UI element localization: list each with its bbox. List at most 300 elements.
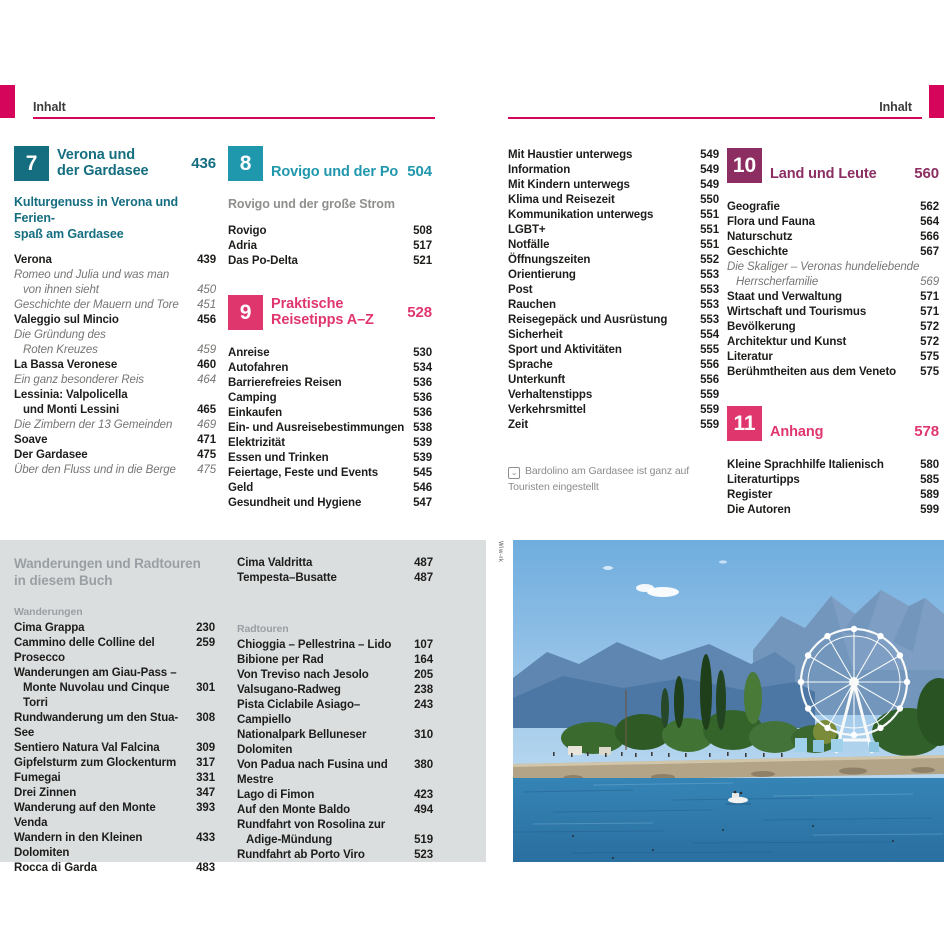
toc-entry-page: 308 bbox=[196, 712, 215, 724]
toc-entry-label: Rocca di Garda bbox=[14, 862, 97, 874]
toc-entry-page: 575 bbox=[920, 351, 939, 363]
toc-entry-label: Geografie bbox=[727, 201, 780, 213]
toc-entry bbox=[237, 638, 433, 653]
tours-overview-box bbox=[0, 540, 486, 874]
toc-entry-label: Information bbox=[508, 164, 571, 176]
chapter-7-toc-list bbox=[14, 253, 216, 478]
toc-entry-label: Gipfelsturm zum Glockenturm bbox=[14, 757, 177, 769]
cypress-tree bbox=[716, 670, 726, 730]
toc-entry-page: 562 bbox=[920, 201, 939, 213]
toc-entry-label: Lessinia: Valpolicella bbox=[14, 389, 128, 401]
tours-box-column-1 bbox=[14, 606, 215, 876]
toc-entry-label: Valeggio sul Mincio bbox=[14, 314, 119, 326]
toc-entry-page: 519 bbox=[414, 834, 433, 846]
tours-box-column-2 bbox=[237, 556, 433, 863]
toc-entry-page: 538 bbox=[413, 422, 432, 434]
tours-box-title bbox=[14, 555, 201, 589]
toc-entry-label: Notfälle bbox=[508, 239, 550, 251]
photo-caption bbox=[508, 463, 719, 495]
toc-entry-page: 530 bbox=[413, 347, 432, 359]
toc-entry-page: 552 bbox=[700, 254, 719, 266]
toc-entry-label: Die Autoren bbox=[727, 504, 791, 516]
photo-caption-marker-icon: ⌄ bbox=[508, 467, 520, 479]
toc-entry bbox=[508, 343, 719, 358]
toc-entry-label: Kommunikation unterwegs bbox=[508, 209, 654, 221]
toc-entry-page: 393 bbox=[196, 802, 215, 814]
toc-entry bbox=[228, 391, 432, 406]
toc-entry-page: 571 bbox=[920, 291, 939, 303]
toc-entry-page: 536 bbox=[413, 407, 432, 419]
toc-entry-label: Sport und Aktivitäten bbox=[508, 344, 622, 356]
toc-entry bbox=[237, 571, 433, 586]
toc-entry-label: Kleine Sprachhilfe Italienisch bbox=[727, 459, 884, 471]
photo-credit: Wiw-rk bbox=[497, 541, 503, 563]
toc-entry-label: Ein- und Ausreisebestimmungen bbox=[228, 422, 405, 434]
toc-entry-label: Öffnungszeiten bbox=[508, 254, 591, 266]
toc-entry-page: 494 bbox=[414, 804, 433, 816]
toc-entry-label: Valsugano-Radweg bbox=[237, 684, 341, 696]
tours-box-title-line: in diesem Buch bbox=[14, 573, 113, 588]
bike-tours-list bbox=[237, 638, 433, 863]
toc-entry bbox=[508, 223, 719, 238]
toc-entry bbox=[727, 260, 939, 275]
toc-entry bbox=[508, 418, 719, 433]
toc-entry-label: Nationalpark Belluneser Dolomiten bbox=[237, 729, 367, 756]
toc-entry-page: 423 bbox=[414, 789, 433, 801]
toc-entry bbox=[508, 193, 719, 208]
toc-entry bbox=[14, 831, 215, 861]
toc-entry bbox=[508, 403, 719, 418]
hikes-list-continued bbox=[237, 556, 433, 586]
toc-entry-label: Romeo und Julia und was man bbox=[14, 269, 170, 281]
toc-entry-page: 589 bbox=[920, 489, 939, 501]
toc-entry-page: 566 bbox=[920, 231, 939, 243]
tours-box-title-line: Wanderungen und Radtouren bbox=[14, 556, 201, 571]
toc-entry-label: Lago di Fimon bbox=[237, 789, 315, 801]
toc-entry-page: 551 bbox=[700, 209, 719, 221]
toc-entry-label: Monte Nuvolau und Cinque Torri bbox=[23, 682, 170, 709]
toc-entry-label: LGBT+ bbox=[508, 224, 546, 236]
toc-entry-page: 553 bbox=[700, 299, 719, 311]
toc-entry-label: Fumegai bbox=[14, 772, 61, 784]
toc-entry-page: 459 bbox=[197, 344, 216, 356]
toc-entry bbox=[228, 466, 432, 481]
left-page-header: Inhalt bbox=[33, 100, 66, 114]
toc-entry-label: Drei Zinnen bbox=[14, 787, 77, 799]
chapter-7-page-number: 436 bbox=[191, 155, 216, 172]
toc-entry bbox=[727, 215, 939, 230]
toc-entry bbox=[14, 403, 216, 418]
toc-entry-page: 301 bbox=[196, 682, 215, 694]
toc-entry bbox=[508, 163, 719, 178]
toc-entry-page: 572 bbox=[920, 336, 939, 348]
toc-entry-label: Geld bbox=[228, 482, 254, 494]
toc-entry bbox=[14, 711, 215, 741]
chapter-10-toc-list bbox=[727, 200, 939, 380]
toc-entry bbox=[727, 245, 939, 260]
toc-entry bbox=[727, 350, 939, 365]
chapter-9-header bbox=[228, 295, 432, 330]
toc-entry bbox=[727, 473, 939, 488]
toc-entry bbox=[508, 388, 719, 403]
toc-entry bbox=[727, 503, 939, 518]
toc-entry bbox=[228, 496, 432, 511]
toc-entry bbox=[14, 636, 215, 666]
toc-entry-page: 553 bbox=[700, 269, 719, 281]
toc-entry bbox=[508, 313, 719, 328]
toc-entry-label: Wanderung auf den Monte Venda bbox=[14, 802, 156, 829]
toc-entry-label: und Monti Lessini bbox=[23, 404, 120, 416]
toc-entry-label: Tempesta–Busatte bbox=[237, 572, 337, 584]
toc-entry-page: 309 bbox=[196, 742, 215, 754]
toc-entry bbox=[14, 448, 216, 463]
chapter-9-toc-list bbox=[228, 346, 432, 511]
right-header-rule bbox=[508, 117, 922, 119]
toc-entry-label: Pista Ciclabile Asiago–Campiello bbox=[237, 699, 361, 726]
toc-entry-page: 317 bbox=[196, 757, 215, 769]
toc-entry-page: 380 bbox=[414, 759, 433, 771]
toc-entry-page: 599 bbox=[920, 504, 939, 516]
toc-entry-page: 464 bbox=[197, 374, 216, 386]
toc-entry-page: 559 bbox=[700, 419, 719, 431]
right-column-1 bbox=[508, 148, 719, 495]
toc-entry bbox=[14, 861, 215, 876]
chapter-10-number-badge: 10 bbox=[727, 148, 762, 183]
toc-entry-label: Mit Kindern unterwegs bbox=[508, 179, 630, 191]
chapter-8-header bbox=[228, 146, 432, 181]
toc-entry bbox=[228, 376, 432, 391]
chapter-title-line: der Gardasee bbox=[57, 162, 149, 179]
toc-entry bbox=[508, 283, 719, 298]
toc-entry-label: Unterkunft bbox=[508, 374, 566, 386]
toc-entry-page: 559 bbox=[700, 389, 719, 401]
toc-entry-label: Flora und Fauna bbox=[727, 216, 815, 228]
toc-entry-label: Die Zimbern der 13 Gemeinden bbox=[14, 419, 173, 431]
bike-tours-subheader: Radtouren bbox=[237, 623, 289, 635]
toc-entry-page: 539 bbox=[413, 437, 432, 449]
toc-entry bbox=[14, 463, 216, 478]
hikes-subheader: Wanderungen bbox=[14, 606, 83, 618]
toc-entry-page: 460 bbox=[197, 359, 216, 371]
chapter-10-page-number: 560 bbox=[914, 165, 939, 182]
toc-entry-page: 551 bbox=[700, 239, 719, 251]
right-page-header: Inhalt bbox=[879, 100, 912, 114]
toc-entry bbox=[14, 373, 216, 388]
toc-entry-page: 238 bbox=[414, 684, 433, 696]
toc-entry bbox=[237, 833, 433, 848]
toc-entry bbox=[14, 741, 215, 756]
toc-entry-page: 465 bbox=[197, 404, 216, 416]
toc-entry-label: Von Padua nach Fusina und Mestre bbox=[237, 759, 388, 786]
left-header-rule bbox=[33, 117, 435, 119]
toc-entry bbox=[727, 275, 939, 290]
toc-entry bbox=[228, 406, 432, 421]
toc-entry-page: 487 bbox=[414, 557, 433, 569]
toc-entry-label: Cima Grappa bbox=[14, 622, 85, 634]
chapter-title-line: Reisetipps A–Z bbox=[271, 311, 374, 328]
toc-entry-label: Klima und Reisezeit bbox=[508, 194, 615, 206]
toc-entry bbox=[14, 786, 215, 801]
toc-entry-label: Bevölkerung bbox=[727, 321, 796, 333]
toc-entry bbox=[14, 756, 215, 771]
toc-entry bbox=[508, 373, 719, 388]
toc-entry bbox=[228, 451, 432, 466]
toc-entry-label: Roten Kreuzes bbox=[23, 344, 98, 356]
toc-entry-page: 521 bbox=[413, 255, 432, 267]
toc-entry-label: Zeit bbox=[508, 419, 529, 431]
toc-entry bbox=[727, 365, 939, 380]
toc-entry bbox=[14, 621, 215, 636]
toc-entry-page: 580 bbox=[920, 459, 939, 471]
toc-entry-page: 508 bbox=[413, 225, 432, 237]
toc-entry-page: 553 bbox=[700, 284, 719, 296]
toc-entry-page: 205 bbox=[414, 669, 433, 681]
toc-entry bbox=[508, 148, 719, 163]
toc-entry-label: Anreise bbox=[228, 347, 270, 359]
toc-entry-label: Auf den Monte Baldo bbox=[237, 804, 351, 816]
toc-entry-page: 439 bbox=[197, 254, 216, 266]
toc-entry-page: 546 bbox=[413, 482, 432, 494]
toc-entry bbox=[237, 653, 433, 668]
toc-entry-page: 551 bbox=[700, 224, 719, 236]
toc-entry bbox=[14, 433, 216, 448]
toc-entry-label: Sprache bbox=[508, 359, 553, 371]
intro-line: Rovigo und der große Strom bbox=[228, 197, 395, 211]
cypress-tree bbox=[700, 654, 712, 730]
chapter-8-intro bbox=[228, 196, 432, 212]
toc-entry-page: 536 bbox=[413, 377, 432, 389]
toc-entry-page: 310 bbox=[414, 729, 433, 741]
toc-entry-label: Geschichte der Mauern und Tore bbox=[14, 299, 179, 311]
toc-entry bbox=[228, 239, 432, 254]
toc-entry bbox=[727, 335, 939, 350]
toc-entry bbox=[508, 268, 719, 283]
toc-entry bbox=[508, 178, 719, 193]
toc-entry bbox=[228, 481, 432, 496]
chapter-11-page-number: 578 bbox=[914, 423, 939, 440]
toc-entry-page: 523 bbox=[414, 849, 433, 861]
toc-entry-label: Camping bbox=[228, 392, 277, 404]
toc-entry-page: 475 bbox=[197, 464, 216, 476]
toc-entry-label: Adria bbox=[228, 240, 257, 252]
toc-entry bbox=[508, 253, 719, 268]
toc-entry-label: Verona bbox=[14, 254, 52, 266]
toc-entry-page: 556 bbox=[700, 374, 719, 386]
toc-entry-page: 469 bbox=[197, 419, 216, 431]
chapter-10-header bbox=[727, 148, 939, 183]
toc-entry-page: 575 bbox=[920, 366, 939, 378]
toc-entry bbox=[228, 224, 432, 239]
toc-entry-label: Rundfahrt ab Porto Viro bbox=[237, 849, 365, 861]
toc-entry bbox=[228, 436, 432, 451]
chapter-title-line: Verona und bbox=[57, 147, 135, 163]
toc-entry-page: 585 bbox=[920, 474, 939, 486]
toc-entry-page: 243 bbox=[414, 699, 433, 711]
toc-entry-label: Das Po-Delta bbox=[228, 255, 298, 267]
toc-entry bbox=[237, 728, 433, 758]
toc-entry bbox=[237, 788, 433, 803]
toc-entry-page: 164 bbox=[414, 654, 433, 666]
toc-entry bbox=[727, 320, 939, 335]
toc-entry bbox=[14, 328, 216, 343]
toc-entry-page: 517 bbox=[413, 240, 432, 252]
toc-entry bbox=[14, 388, 216, 403]
toc-entry-page: 536 bbox=[413, 392, 432, 404]
chapter-title-line: Praktische bbox=[271, 296, 344, 312]
chapter-11-toc-list bbox=[727, 458, 939, 518]
toc-entry-page: 450 bbox=[197, 284, 216, 296]
toc-entry-label: Autofahren bbox=[228, 362, 289, 374]
toc-entry-label: Post bbox=[508, 284, 533, 296]
toc-entry-label: Rovigo bbox=[228, 225, 267, 237]
toc-entry-label: Elektrizität bbox=[228, 437, 285, 449]
chapter-title-line: Anhang bbox=[770, 423, 824, 440]
chapter-11-title bbox=[770, 425, 906, 442]
toc-entry-page: 534 bbox=[413, 362, 432, 374]
toc-entry-label: Literaturtipps bbox=[727, 474, 800, 486]
toc-entry-page: 331 bbox=[196, 772, 215, 784]
hikes-list bbox=[14, 621, 215, 876]
toc-entry-label: Rundfahrt von Rosolina zur bbox=[237, 819, 386, 831]
toc-entry-label: Reisegepäck und Ausrüstung bbox=[508, 314, 668, 326]
toc-entry-page: 549 bbox=[700, 164, 719, 176]
toc-entry-label: Essen und Trinken bbox=[228, 452, 329, 464]
toc-entry bbox=[14, 253, 216, 268]
toc-entry-page: 549 bbox=[700, 149, 719, 161]
toc-entry bbox=[727, 290, 939, 305]
toc-entry-page: 549 bbox=[700, 179, 719, 191]
toc-entry-page: 567 bbox=[920, 246, 939, 258]
toc-entry-page: 556 bbox=[700, 359, 719, 371]
toc-entry bbox=[228, 254, 432, 269]
toc-entry-label: Wirtschaft und Tourismus bbox=[727, 306, 867, 318]
toc-entry-label: Der Gardasee bbox=[14, 449, 88, 461]
chapter-11-header bbox=[727, 406, 939, 441]
toc-entry-label: Ein ganz besonderer Reis bbox=[14, 374, 144, 386]
toc-entry-label: Chioggia – Pellestrina – Lido bbox=[237, 639, 392, 651]
toc-entry-page: 487 bbox=[414, 572, 433, 584]
toc-entry-page: 555 bbox=[700, 344, 719, 356]
toc-entry-page: 569 bbox=[920, 276, 939, 288]
toc-entry-label: Einkaufen bbox=[228, 407, 283, 419]
toc-entry bbox=[727, 200, 939, 215]
toc-entry bbox=[228, 421, 432, 436]
toc-entry bbox=[727, 458, 939, 473]
toc-entry bbox=[508, 238, 719, 253]
right-column-2 bbox=[727, 148, 939, 518]
toc-entry-page: 475 bbox=[197, 449, 216, 461]
toc-entry bbox=[237, 803, 433, 818]
chapter-7-header bbox=[14, 146, 216, 181]
toc-entry bbox=[508, 208, 719, 223]
toc-entry-page: 554 bbox=[700, 329, 719, 341]
toc-entry-page: 559 bbox=[700, 404, 719, 416]
toc-entry bbox=[508, 328, 719, 343]
toc-entry-page: 347 bbox=[196, 787, 215, 799]
toc-entry-page: 433 bbox=[196, 832, 215, 844]
toc-entry bbox=[14, 358, 216, 373]
toc-entry-page: 230 bbox=[196, 622, 215, 634]
toc-entry-label: Verhaltenstipps bbox=[508, 389, 593, 401]
toc-entry bbox=[727, 488, 939, 503]
toc-entry-label: Literatur bbox=[727, 351, 773, 363]
toc-entry bbox=[14, 268, 216, 283]
chapter-8-page-number: 504 bbox=[407, 163, 432, 180]
bardolino-lake-photo bbox=[513, 540, 944, 862]
toc-entry-label: Mit Haustier unterwegs bbox=[508, 149, 633, 161]
photo-caption-text: Bardolino am Gardasee ist ganz auf Touristen eingestellt bbox=[508, 465, 690, 493]
chapter-8-toc-list bbox=[228, 224, 432, 269]
toc-entry bbox=[14, 418, 216, 433]
chapter-8-title bbox=[271, 165, 399, 182]
toc-entry-label: Rundwanderung um den Stua-See bbox=[14, 712, 179, 739]
toc-entry bbox=[508, 358, 719, 373]
toc-entry-label: Die Skaliger – Veronas hundeliebende bbox=[727, 261, 920, 273]
toc-entry-label: Herrscherfamilie bbox=[736, 276, 819, 288]
toc-entry-label: Wandern in den Kleinen Dolomiten bbox=[14, 832, 143, 859]
intro-line: Kulturgenuss in Verona und Ferien- bbox=[14, 195, 179, 225]
left-column-1 bbox=[14, 146, 216, 478]
toc-entry-page: 572 bbox=[920, 321, 939, 333]
chapter-9-number-badge: 9 bbox=[228, 295, 263, 330]
toc-entry-label: Verkehrsmittel bbox=[508, 404, 586, 416]
toc-entry-label: Orientierung bbox=[508, 269, 576, 281]
toc-entry-page: 483 bbox=[196, 862, 215, 874]
toc-entry-page: 545 bbox=[413, 467, 432, 479]
toc-entry bbox=[237, 758, 433, 788]
toc-entry bbox=[727, 230, 939, 245]
toc-entry bbox=[14, 771, 215, 786]
toc-entry bbox=[237, 683, 433, 698]
toc-entry bbox=[228, 361, 432, 376]
toc-entry bbox=[14, 801, 215, 831]
toc-entry-page: 553 bbox=[700, 314, 719, 326]
toc-entry-label: Rauchen bbox=[508, 299, 556, 311]
toc-entry bbox=[237, 556, 433, 571]
chapter-10-title bbox=[770, 167, 906, 184]
toc-entry bbox=[228, 346, 432, 361]
toc-entry bbox=[508, 298, 719, 313]
toc-entry-label: Bibione per Rad bbox=[237, 654, 324, 666]
toc-entry bbox=[14, 298, 216, 313]
toc-entry-page: 571 bbox=[920, 306, 939, 318]
right-page-edge-tab bbox=[929, 85, 944, 118]
cypress-tree bbox=[674, 676, 684, 728]
chapter-title-line: Rovigo und der Po bbox=[271, 163, 399, 180]
toc-entry-label: Cima Valdritta bbox=[237, 557, 313, 569]
chapter-title-line: Land und Leute bbox=[770, 165, 877, 182]
toc-entry-label: Cammino delle Colline del Prosecco bbox=[14, 637, 155, 664]
left-page-edge-tab bbox=[0, 85, 15, 118]
lake-garda-scene bbox=[513, 540, 944, 862]
chapter-9-title bbox=[271, 297, 399, 328]
toc-entry bbox=[237, 698, 433, 728]
toc-entry bbox=[14, 313, 216, 328]
chapter-8-number-badge: 8 bbox=[228, 146, 263, 181]
toc-entry bbox=[14, 283, 216, 298]
toc-entry-page: 547 bbox=[413, 497, 432, 509]
chapter-9-toc-list-continued bbox=[508, 148, 719, 433]
toc-entry-label: Sicherheit bbox=[508, 329, 563, 341]
toc-entry-label: Register bbox=[727, 489, 773, 501]
toc-entry bbox=[237, 668, 433, 683]
chapter-9-page-number: 528 bbox=[407, 304, 432, 321]
toc-entry bbox=[14, 666, 215, 681]
toc-entry bbox=[237, 818, 433, 833]
toc-entry-label: Feiertage, Feste und Events bbox=[228, 467, 379, 479]
toc-entry-page: 550 bbox=[700, 194, 719, 206]
toc-entry-page: 451 bbox=[197, 299, 216, 311]
